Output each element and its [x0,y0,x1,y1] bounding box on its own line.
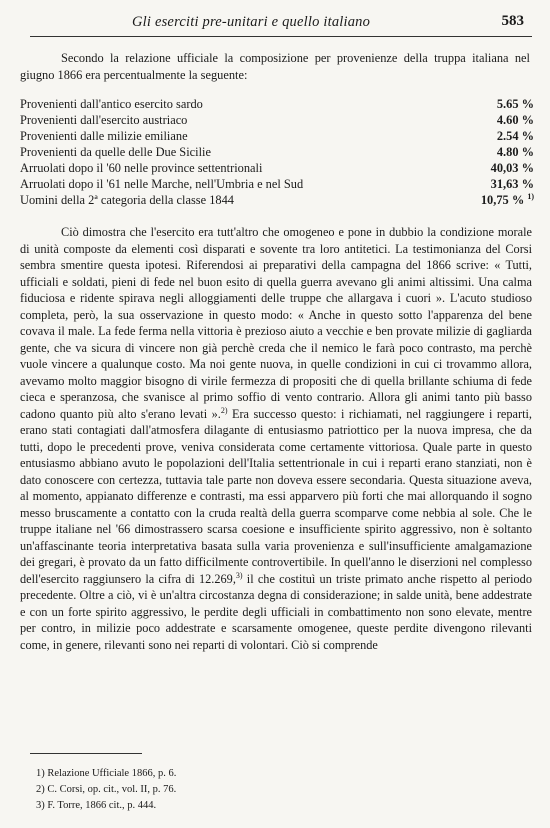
composition-row [20,112,534,128]
footnote-marker: 2) [220,405,228,415]
footnote: 3) F. Torre, 1866 cit., p. 444. [36,800,157,811]
body-text-part-2: Era successo questo: i richiamati, nel raggiungere i reparti, erano stati contagiati dall'atmosfera dilagante di entusiasmo patriottico per la nuova impresa, che da tutti, dopo le precedenti prove, veniva considerata come certamente vittoriosa. Quale parte in questo entusiasmo abbiano avuto le popolazioni dell'Italia settentrionale in cui i reparti erano stanziati, non è dato conoscere con certezza, tuttavia tale parte non doveva essere secondaria. Questa situazione aveva, al momento, appianato differenze e contrasti, ma essi apparvero più forti che mai allorquando il sogno messo bruscamente a contatto con la cruda realtà della guerra scomparve come nebbia al sole. Che le truppe italiane nel '66 dimostrassero scarsa coesione e insufficiente spirito aggressivo, non è soltanto un'affascinante teoria interpretativa basata sulla varia provenienza e sull'insufficiente amalgamazione dei gregari, è provato da un fatto difficilmente controvertibile. In quell'anno le diserzioni nel complesso dell'esercito raggiunsero la cifra di 12.269, [20,406,532,586]
composition-label: Provenienti dalle milizie emiliane [20,129,188,143]
body-text-part-1: Ciò dimostra che l'esercito era tutt'altro che omogeneo e pone in dubbio la condizione morale di unità composte da elementi così disparati e sovente tra loro antitetici. La testimonianza del Corsi sembra smentire questa ipotesi. Riferendosi ai preparativi della campagna del 1866 scrive: « Tutti, ufficiali e soldati, pieni di fede nel buon esito di quella guerra avevano gli animi altissimi. Una calma fiduciosa e ridente spirava negli alloggiamenti delle truppe che allargava i cuori ». L'acuto studioso completa, però, la sua osservazione in questo modo: « Anche in questo sotto l'apparenza del bene covava il male. La fede ferma nella vittoria è prezioso aiuto a vecchie e ben provate milizie di gagliarda gente, che va sicura di vincere non già perchè creda che il nemico le farà poco contrasto, ma perchè vuole vincere a qualunque costo. Ma noi gente nuova, in quelle condizioni in cui ci trovammo allora, avevamo molto maggior bisogno di virile fermezza di propositi che di quella brillante schiuma di fede cieca e speranzosa, che svanisce al primo soffio di vento contrario. Allora gli animi tanto più basso cadono quanto più alto s'erano levati ». [20,225,532,421]
composition-value: 2.54 % [496,129,534,143]
composition-row [20,144,534,160]
footnote: 2) C. Corsi, op. cit., vol. II, p. 76. [36,784,177,795]
composition-row [20,160,534,176]
composition-value: 10,75 % [480,193,525,207]
composition-label: Uomini della 2ª categoria della classe 1844 [20,193,234,207]
composition-row [20,176,534,192]
page-number: 583 [501,13,524,29]
running-head [0,0,550,40]
composition-row [20,96,534,112]
footnote: 1) Relazione Ufficiale 1866, p. 6. [36,768,177,779]
composition-value-with-note [481,192,534,208]
composition-table [20,96,534,208]
composition-row [20,192,534,208]
composition-label: Provenienti dall'antico esercito sardo [20,97,203,111]
footnotes [36,766,516,814]
body-paragraph [20,224,532,653]
composition-label: Arruolati dopo il '61 nelle Marche, nell'Umbria e nel Sud [20,177,304,191]
composition-value: 5.65 % [496,97,534,111]
composition-value: 31,63 % [490,177,534,191]
intro-paragraph: Secondo la relazione ufficiale la composizione per provenienze della truppa italiana nel giugno 1866 era percentualmente la seguente: [20,51,530,82]
header-rule [30,36,532,37]
composition-label: Arruolati dopo il '60 nelle province settentrionali [20,161,263,175]
running-head-title: Gli eserciti pre-unitari e quello italiano [132,14,371,30]
composition-label: Provenienti da quelle delle Due Sicilie [20,145,211,159]
composition-value: 4.80 % [496,145,534,159]
body-text-part-3: il che costituì un triste primato anche rispetto al periodo precedente. Oltre a ciò, vi è un'altra circostanza degna di considerazione; in salde unità, bene addestrate e con un forte spirito aggressivo, le perdite degli ufficiali in combattimento non sono elevate, mentre per contro, in milizie poco addestrate e scarsamente omogenee, queste perdite divengono rilevanti come, in genere, rilevanti sono nei reparti di volontari. Ciò si comprende [20,571,532,652]
composition-value: 4.60 % [496,113,534,127]
composition-row [20,128,534,144]
footnote-marker: 3) [235,570,243,580]
footnote-rule [30,753,142,754]
composition-value: 40,03 % [490,161,534,175]
footnote-marker: 1) [527,191,534,201]
composition-label: Provenienti dall'esercito austriaco [20,113,188,127]
